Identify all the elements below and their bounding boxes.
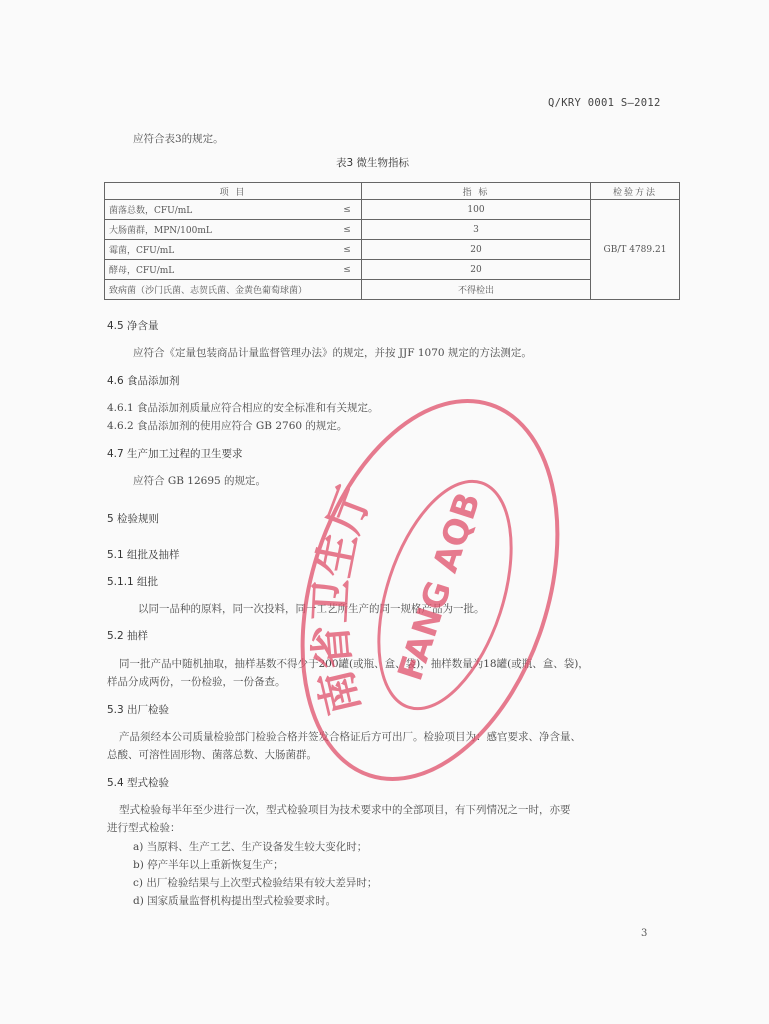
row-item: 致病菌（沙门氏菌、志贺氏菌、金黄色葡萄球菌） bbox=[105, 280, 362, 300]
header-method: 检验方法 bbox=[591, 183, 680, 200]
section-5-2-text-1: 同一批产品中随机抽取，抽样基数不得少于200罐(或瓶、盒、袋)，抽样数量为18罐(或瓶、盒、袋)， bbox=[119, 658, 589, 670]
row-item: 霉菌，CFU/mL bbox=[105, 240, 334, 260]
microbial-indicators-table bbox=[104, 182, 680, 300]
section-5-2-title: 5.2 抽样 bbox=[107, 630, 149, 642]
row-value: 20 bbox=[362, 260, 591, 280]
standard-code: Q/KRY 0001 S—2012 bbox=[548, 97, 661, 109]
section-4-6-1: 4.6.1 食品添加剂质量应符合相应的安全标准和有关规定。 bbox=[107, 402, 379, 414]
section-5-4-text-1: 型式检验每半年至少进行一次，型式检验项目为技术要求中的全部项目，有下列情况之一时，亦要 bbox=[119, 804, 571, 816]
intro-text: 应符合表3的规定。 bbox=[133, 133, 224, 145]
row-value: 100 bbox=[362, 200, 591, 220]
section-4-7-title: 4.7 生产加工过程的卫生要求 bbox=[107, 448, 243, 460]
seal-inner-text: FANG AQB bbox=[390, 487, 489, 686]
section-4-7-text: 应符合 GB 12695 的规定。 bbox=[133, 475, 267, 487]
table-caption: 表3 微生物指标 bbox=[336, 157, 410, 169]
row-le: ≤ bbox=[333, 220, 362, 240]
section-5-4-text-2: 进行型式检验： bbox=[107, 822, 181, 834]
section-4-6-2: 4.6.2 食品添加剂的使用应符合 GB 2760 的规定。 bbox=[107, 420, 348, 432]
list-item: d) 国家质量监督机构提出型式检验要求时。 bbox=[133, 895, 337, 907]
list-item: c) 出厂检验结果与上次型式检验结果有较大差异时； bbox=[133, 877, 378, 889]
row-item: 大肠菌群，MPN/100mL bbox=[105, 220, 334, 240]
row-value: 不得检出 bbox=[362, 280, 591, 300]
section-5-3-text-1: 产品须经本公司质量检验部门检验合格并签发合格证后方可出厂。检验项目为：感官要求、净含量、 bbox=[119, 731, 581, 743]
section-5-3-text-2: 总酸、可溶性固形物、菌落总数、大肠菌群。 bbox=[107, 749, 317, 761]
table-row bbox=[105, 200, 680, 220]
row-le: ≤ bbox=[333, 200, 362, 220]
row-le: ≤ bbox=[333, 240, 362, 260]
row-le: ≤ bbox=[333, 260, 362, 280]
page-number: 3 bbox=[641, 928, 648, 939]
section-5-3-title: 5.3 出厂检验 bbox=[107, 704, 170, 716]
section-4-6-title: 4.6 食品添加剂 bbox=[107, 375, 180, 387]
list-item: a) 当原料、生产工艺、生产设备发生较大变化时； bbox=[133, 841, 368, 853]
section-4-5-text: 应符合《定量包装商品计量监督管理办法》的规定，并按 JJF 1070 规定的方法测定。 bbox=[133, 347, 532, 359]
section-5-1-1-title: 5.1.1 组批 bbox=[107, 576, 159, 588]
svg-text:南省卫生厅 bbox=[305, 480, 381, 719]
table-header-row bbox=[105, 183, 680, 200]
row-item: 酵母，CFU/mL bbox=[105, 260, 334, 280]
section-5-4-title: 5.4 型式检验 bbox=[107, 777, 170, 789]
header-indicator: 指 标 bbox=[362, 183, 591, 200]
method-cell: GB/T 4789.21 bbox=[591, 200, 680, 300]
row-value: 20 bbox=[362, 240, 591, 260]
list-item: b) 停产半年以上重新恢复生产； bbox=[133, 859, 284, 871]
section-5-title: 5 检验规则 bbox=[107, 513, 160, 525]
seal-arc-text: 南省卫生厅 bbox=[305, 480, 382, 720]
row-item: 菌落总数，CFU/mL bbox=[105, 200, 334, 220]
row-value: 3 bbox=[362, 220, 591, 240]
section-4-5-title: 4.5 净含量 bbox=[107, 320, 159, 332]
section-5-2-text-2: 样品分成两份，一份检验，一份备查。 bbox=[107, 676, 286, 688]
section-5-1-title: 5.1 组批及抽样 bbox=[107, 549, 180, 561]
header-item: 项 目 bbox=[105, 183, 362, 200]
section-5-1-1-text: 以同一品种的原料，同一次投料，同一工艺所生产的同一规格产品为一批。 bbox=[138, 603, 485, 615]
